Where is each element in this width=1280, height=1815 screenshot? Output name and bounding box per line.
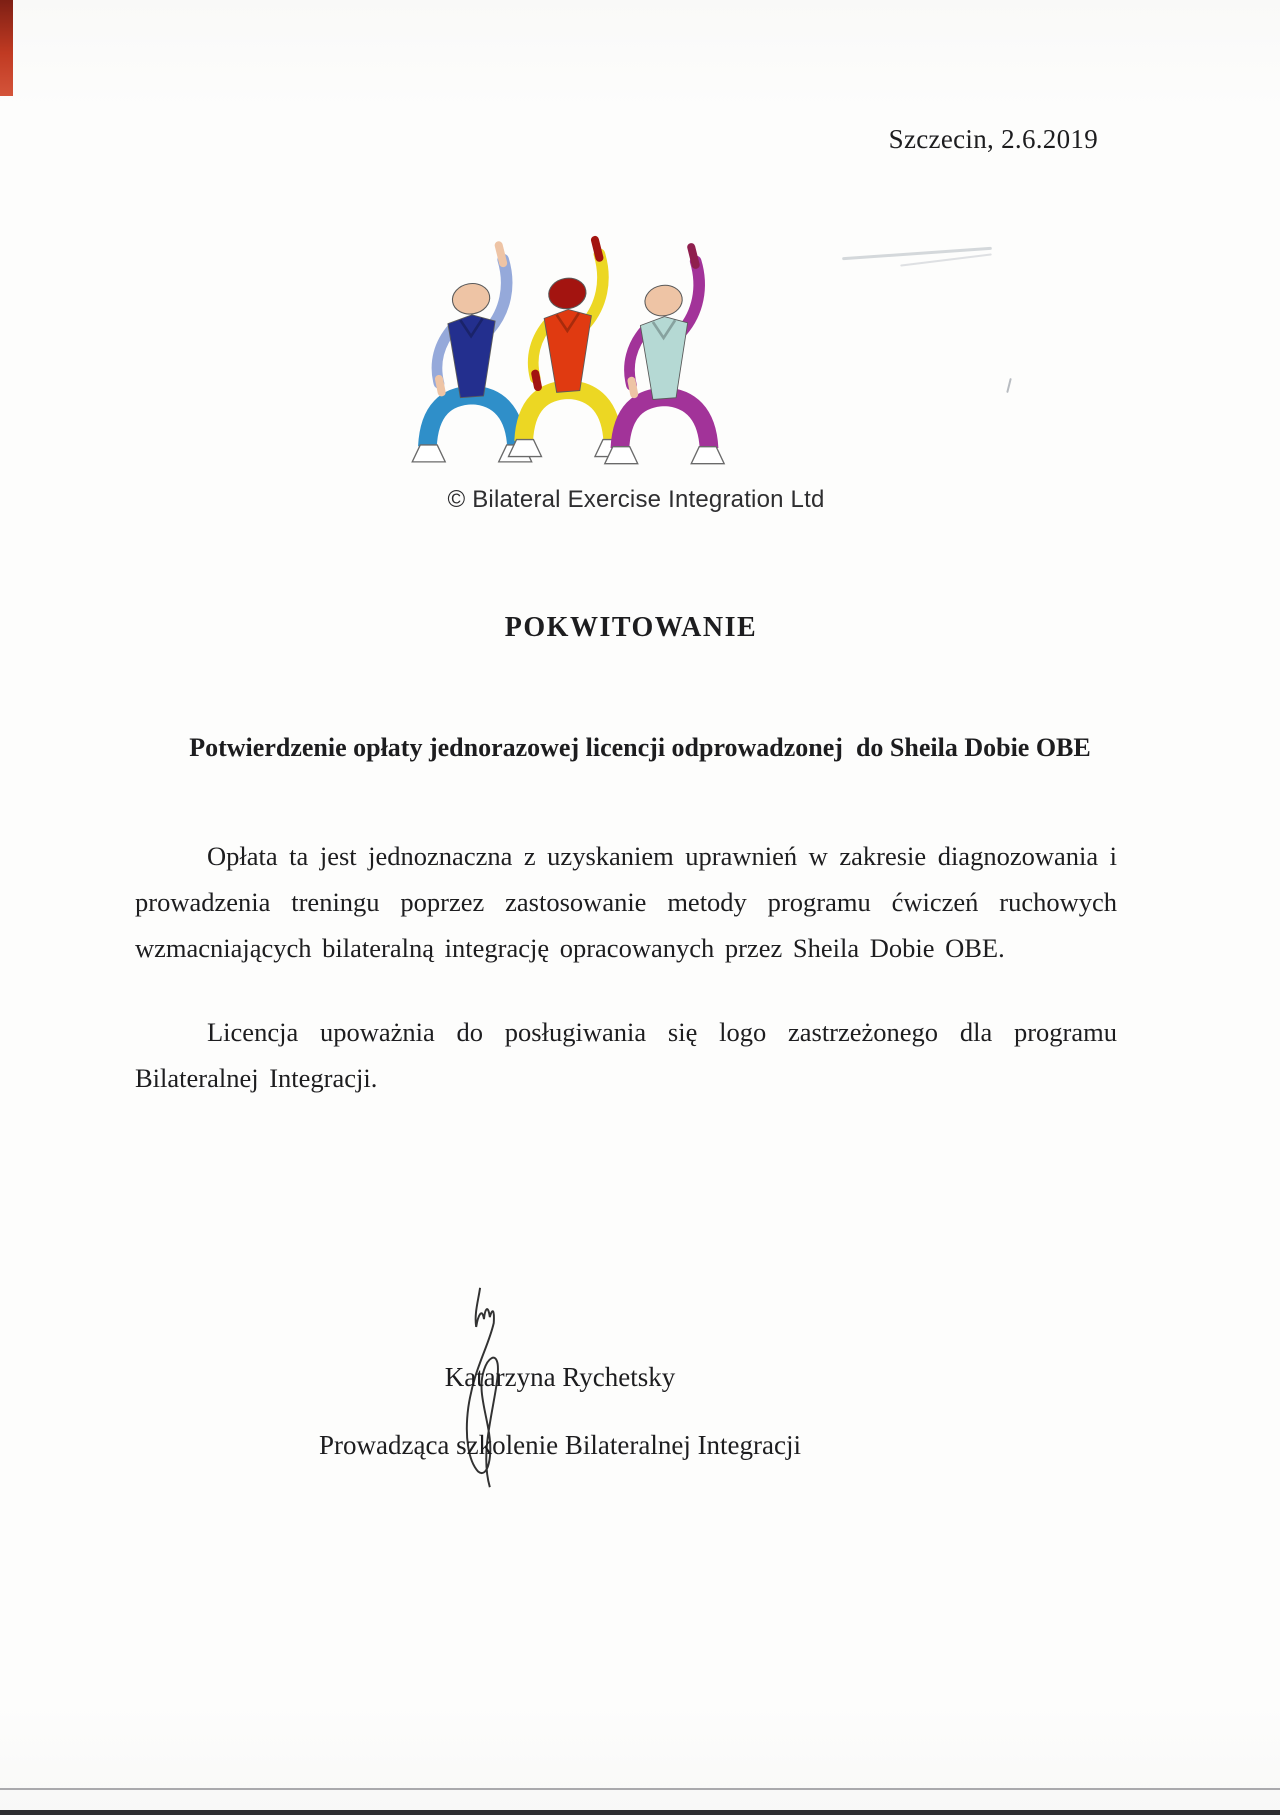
dancer-torso [448, 315, 495, 398]
scan-smudge [900, 253, 992, 266]
location-date: Szczecin, 2.6.2019 [888, 124, 1098, 154]
dancer-foot [691, 447, 724, 464]
signature-stroke [467, 1288, 498, 1487]
body-paragraph-2: Licencja upoważnia do posługiwania się logo zastrzeżonego dla programu Bilateralnej Integracji. [135, 1016, 1117, 1093]
dancer-raised-hand [595, 240, 599, 258]
dancer-torso [640, 317, 687, 400]
dancer-figure-purple [605, 247, 724, 464]
dancer-raised-arm [586, 254, 603, 324]
dancer-head [643, 282, 685, 318]
signature-name: Katarzyna Rychetsky [444, 1362, 676, 1392]
scan-smudge [842, 247, 992, 260]
dancer-torso [544, 309, 591, 392]
dancer-foot [412, 445, 445, 462]
dancer-legs [620, 397, 709, 449]
dancer-raised-hand [499, 245, 503, 263]
scan-corner-red-mark [0, 0, 13, 96]
handwritten-signature [438, 1280, 528, 1495]
body-paragraph-1: Opłata ta jest jednoznaczna z uzyskaniem uprawnień w zakresie diagnozowania i prowadzenia treningu poprzez zastosowanie metody programu ćwiczeń ruchowych wzmacniających bilateralną integrację opracowanych przez Sheila Dobie OBE. [135, 840, 1117, 963]
scan-smudge [1006, 378, 1012, 393]
bilateral-integration-logo [405, 215, 735, 469]
dancer-head [546, 275, 588, 311]
dancer-legs [427, 395, 516, 447]
scan-bottom-edge [0, 1810, 1280, 1815]
document-title: POKWITOWANIE [504, 612, 758, 643]
dancer-raised-hand [691, 247, 695, 265]
dancer-down-hand [631, 381, 634, 394]
scan-bottom-thin-line [0, 1788, 1280, 1790]
dancer-legs [524, 390, 613, 442]
dancer-raised-arm [490, 260, 507, 330]
dancer-down-hand [439, 379, 442, 392]
dancer-raised-arm [682, 261, 699, 331]
signature-block [0, 1362, 1120, 1461]
logo-caption: © Bilateral Exercise Integration Ltd [447, 486, 825, 513]
dancer-figure-blue [412, 245, 531, 462]
dancer-head [450, 281, 492, 317]
document-subject: Potwierdzenie opłaty jednorazowej licencji odprowadzonej do Sheila Dobie OBE [189, 733, 1091, 762]
dancer-down-hand [535, 374, 538, 387]
dancer-figure-red [509, 240, 628, 457]
signature-role: Prowadząca szkolenie Bilateralnej Integracji [318, 1430, 802, 1460]
